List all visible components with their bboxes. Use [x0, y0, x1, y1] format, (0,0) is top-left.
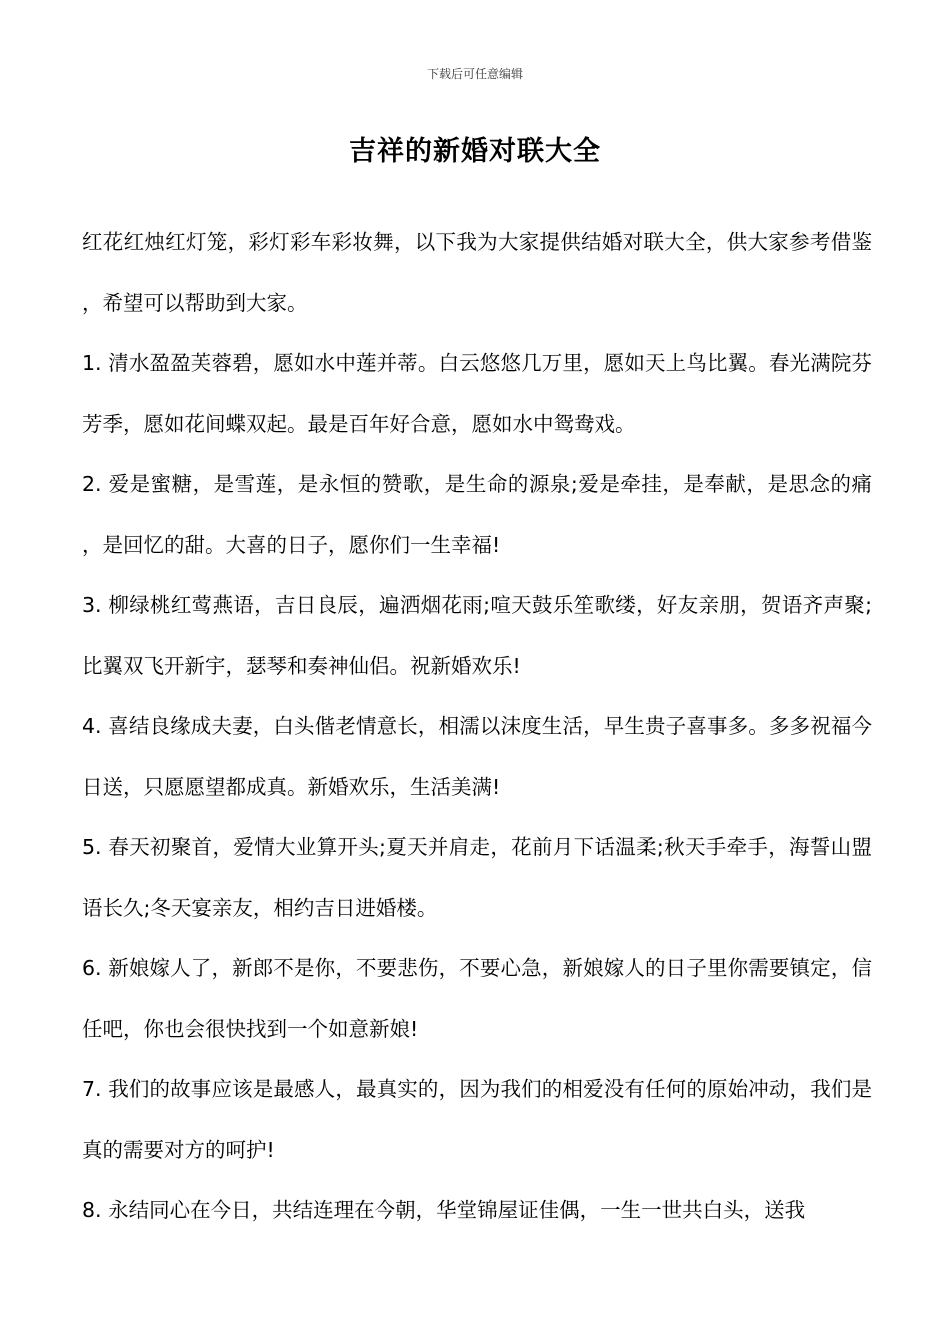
page-title: 吉祥的新婚对联大全 [349, 136, 601, 167]
couplet-item-7: 7. 我们的故事应该是最感人，最真实的，因为我们的相爱没有任何的原始冲动，我们是真的需要对方的呵护! [82, 1077, 872, 1162]
couplet-item-3: 3. 柳绿桃红莺燕语，吉日良辰，遍洒烟花雨;喧天鼓乐笙歌缕，好友亲朋，贺语齐声聚;比翼双飞开新宇，瑟琴和奏神仙侣。祝新婚欢乐! [82, 593, 872, 678]
couplet-item-2: 2. 爱是蜜糖，是雪莲，是永恒的赞歌，是生命的源泉;爱是牵挂，是奉献，是思念的痛，是回忆的甜。大喜的日子，愿你们一生幸福! [82, 472, 872, 557]
couplet-item-5: 5. 春天初聚首，爱情大业算开头;夏天并肩走，花前月下话温柔;秋天手牵手，海誓山盟语长久;冬天宴亲友，相约吉日进婚楼。 [82, 835, 872, 920]
document-body [82, 212, 872, 1241]
couplet-item-4: 4. 喜结良缘成夫妻，白头偕老情意长，相濡以沫度生活，早生贵子喜事多。多多祝福今日送，只愿愿望都成真。新婚欢乐，生活美满! [82, 714, 872, 799]
couplet-item-6: 6. 新娘嫁人了，新郎不是你，不要悲伤，不要心急，新娘嫁人的日子里你需要镇定，信任吧，你也会很快找到一个如意新娘! [82, 956, 872, 1041]
couplet-item-1: 1. 清水盈盈芙蓉碧，愿如水中莲并蒂。白云悠悠几万里，愿如天上鸟比翼。春光满院芬芳季，愿如花间蝶双起。最是百年好合意，愿如水中鸳鸯戏。 [82, 351, 872, 436]
intro-paragraph: 红花红烛红灯笼，彩灯彩车彩妆舞，以下我为大家提供结婚对联大全，供大家参考借鉴，希望可以帮助到大家。 [82, 230, 872, 315]
couplet-item-8: 8. 永结同心在今日，共结连理在今朝，华堂锦屋证佳偶，一生一世共白头，送我 [82, 1198, 806, 1222]
header-note: 下载后可任意编辑 [426, 67, 523, 81]
